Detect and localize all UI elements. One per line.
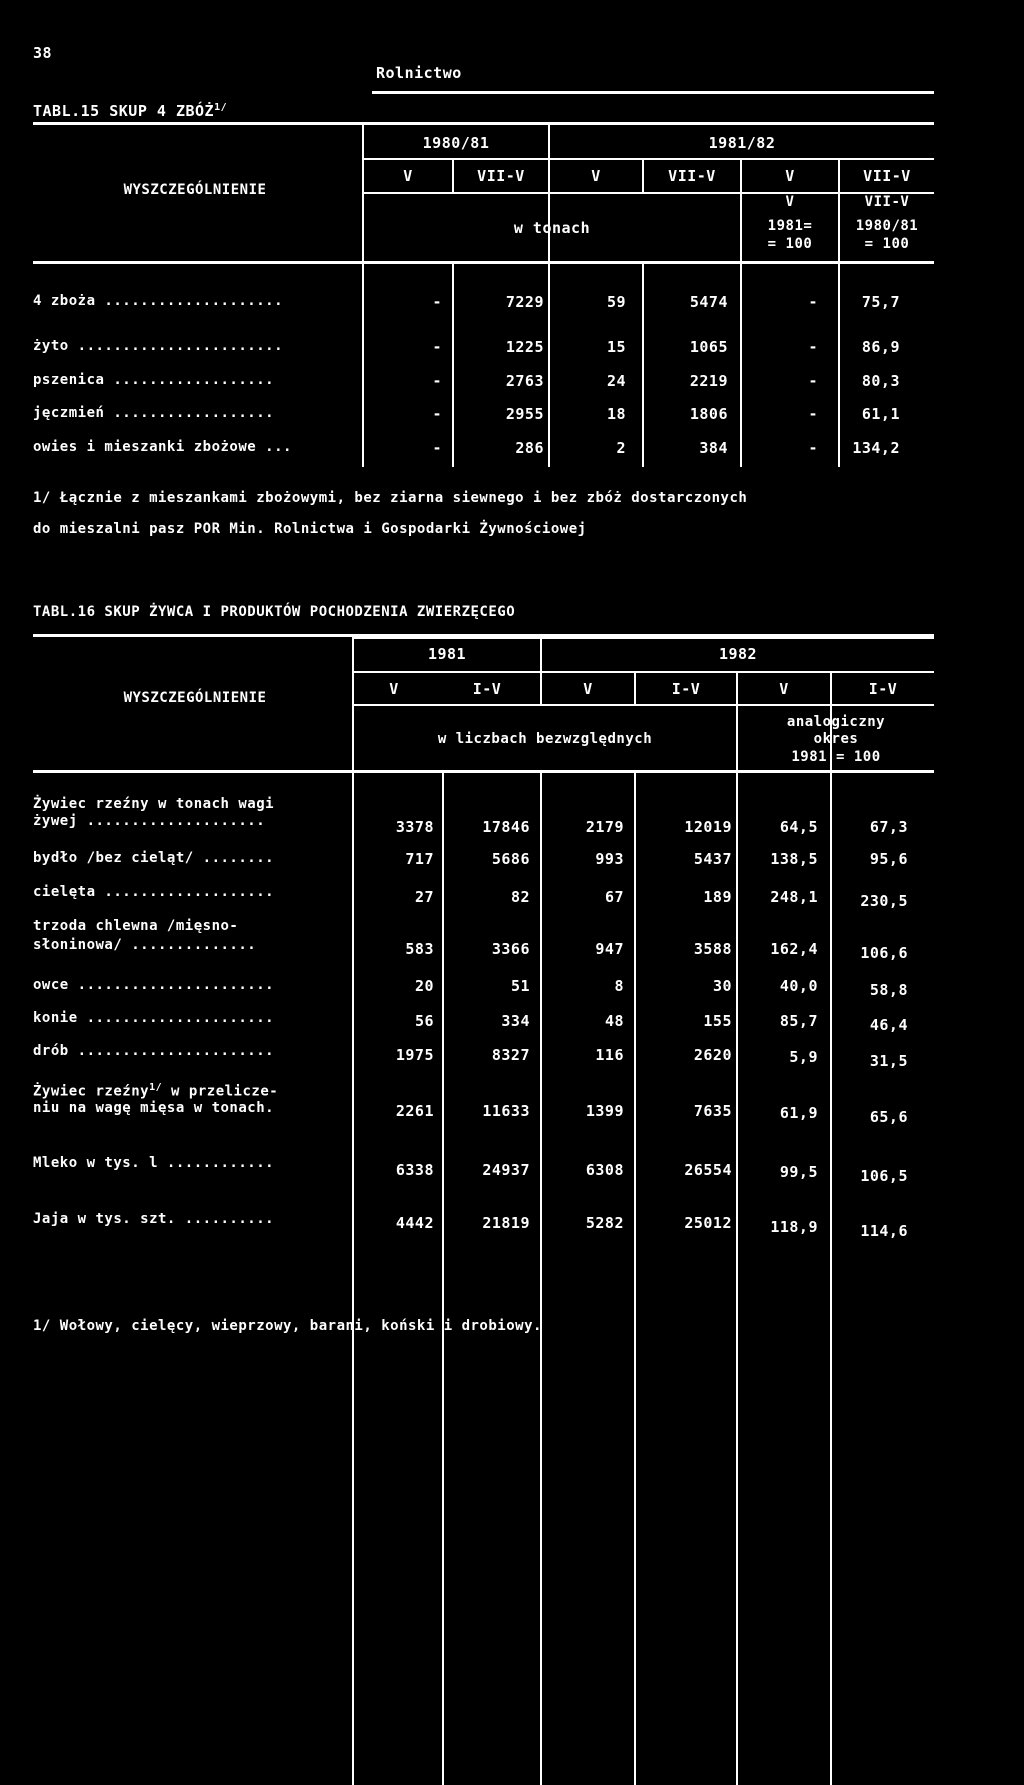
t15-stub-header: WYSZCZEGÓLNIENIE [123,182,267,198]
t16-row-label: drób ...................... [33,1043,275,1059]
t15-sub-header-3: V [591,167,601,185]
t15-cell: - [808,405,818,423]
t15-cell: - [808,338,818,356]
t16-cell: 64,5 [779,818,818,836]
t15-footnote-line-1: 1/ Łącznie z mieszankami zbożowymi, bez ziarna siewnego i bez zbóż dostarczonych [33,490,748,506]
t15-cell: - [808,293,818,311]
t15-sub-header-6: VII-V [863,167,911,185]
t16-cell: 118,9 [770,1218,818,1236]
t16-sub-header-5: V [779,680,789,698]
t16-header-bottom-rule [33,770,934,773]
t16-cell: 56 [414,1012,434,1030]
t15-year-rule [362,158,934,160]
t16-cell: 162,4 [770,940,818,958]
t16-footnote-ref: 1/ [149,1082,163,1093]
t16-sub-header-4: I-V [671,680,701,698]
t15-title [33,102,227,120]
t16-cell: 58,8 [869,981,908,999]
t15-top-rule [372,91,934,94]
t16-cell: 189 [703,888,732,906]
t16-cell: 6338 [395,1161,434,1179]
page-number: 38 [33,44,53,62]
t16-cell: 2179 [585,818,624,836]
t16-cell: 2620 [693,1046,732,1064]
t15-title-footnote-ref: 1/ [214,102,228,113]
t16-row-label: Mleko w tys. l ............ [33,1155,275,1171]
t16-row-label: cielęta ................... [33,884,275,900]
t16-cell: 85,7 [779,1012,818,1030]
t16-cell: 138,5 [770,850,818,868]
t15-row-label: żyto ....................... [33,338,284,354]
t16-cell: 248,1 [770,888,818,906]
t16-row-label: Jaja w tys. szt. .......... [33,1211,275,1227]
t16-cell: 6308 [585,1161,624,1179]
t15-index2-line3: = 100 [864,236,910,252]
t16-cell: 17846 [482,818,530,836]
t16-body-div-2 [540,772,542,1785]
t16-cell: 3378 [395,818,434,836]
t16-sub-header-6: I-V [868,680,898,698]
t16-index-line2: okres [813,731,859,747]
t16-cell: 106,6 [860,944,908,962]
t16-row-label-2: niu na wagę mięsa w tonach. [33,1100,275,1116]
t16-index-line1: analogiczny [786,714,886,730]
t15-cell: 1065 [689,338,728,356]
t15-cell: 2763 [505,372,544,390]
t15-index2-line1: VII-V [864,194,910,210]
t15-cell: 75,7 [861,293,900,311]
t16-cell: 27 [414,888,434,906]
t16-sub-header-2: I-V [472,680,502,698]
t16-body-div-3 [634,772,636,1785]
t16-year-2: 1982 [718,645,758,663]
t16-year-rule [352,671,934,673]
t15-cell: 1225 [505,338,544,356]
t16-cell: 230,5 [860,892,908,910]
running-head: Rolnictwo [376,64,462,82]
t16-cell: 5,9 [789,1048,818,1066]
t16-index-line3: 1981 = 100 [791,749,881,765]
t15-cell: 80,3 [861,372,900,390]
t16-cell: 99,5 [779,1163,818,1181]
t16-row-label: Żywiec rzeźny w tonach wagi [33,796,275,812]
t15-cell: 5474 [689,293,728,311]
t16-body-div-1 [442,772,444,1785]
t16-cell: 334 [501,1012,530,1030]
t16-cell: 11633 [482,1102,530,1120]
t15-cell: - [432,439,442,457]
t16-cell: 31,5 [869,1052,908,1070]
t15-sub-header-5: V [785,167,795,185]
t15-cell: 2 [616,439,626,457]
t15-index1-line2: 1981= [767,218,813,234]
t15-cell: - [432,372,442,390]
t16-cell: 1975 [395,1046,434,1064]
t16-cell: 5686 [491,850,530,868]
t15-cell: 24 [606,372,626,390]
t16-cell: 4442 [395,1214,434,1232]
t15-row-label: pszenica .................. [33,372,275,388]
t16-row-label: trzoda chlewna /mięsno- [33,918,239,934]
t16-cell: 95,6 [869,850,908,868]
t16-cell: 30 [712,977,732,995]
t16-row-label-2: żywej .................... [33,813,266,829]
t16-cell: 7635 [693,1102,732,1120]
t15-cell: - [432,405,442,423]
t15-cell: 61,1 [861,405,900,423]
t15-index1-line3: = 100 [767,236,813,252]
t16-unit-label: w liczbach bezwzględnych [437,731,653,747]
t15-cell: - [808,372,818,390]
t15-cell: 7229 [505,293,544,311]
t16-cell: 65,6 [869,1108,908,1126]
t16-cell: 67 [604,888,624,906]
t16-cell: 48 [604,1012,624,1030]
t15-row-label: 4 zboża .................... [33,293,284,309]
t16-cell: 51 [510,977,530,995]
t15-cell: 2955 [505,405,544,423]
t16-cell: 5437 [693,850,732,868]
t16-cell: 583 [405,940,434,958]
t15-title-text: TABL.15 SKUP 4 ZBÓŻ [33,102,215,120]
t16-sub-rule [352,704,934,706]
t16-cell: 25012 [684,1214,732,1232]
t15-cell: 15 [606,338,626,356]
t16-cell: 40,0 [779,977,818,995]
t16-cell: 1399 [585,1102,624,1120]
t15-footnote-line-2: do mieszalni pasz POR Min. Rolnictwa i Gospodarki Żywnościowej [33,521,587,537]
t16-cell: 947 [595,940,624,958]
t16-cell: 20 [414,977,434,995]
t15-title-rule [33,122,934,125]
t16-title: TABL.16 SKUP ŻYWCA I PRODUKTÓW POCHODZENIA ZWIERZĘCEGO [33,604,516,620]
t16-row-label: bydło /bez cieląt/ ........ [33,850,275,866]
t16-row-label: owce ...................... [33,977,275,993]
t15-sub-header-4: VII-V [668,167,716,185]
t15-index2-line2: 1980/81 [855,218,919,234]
t16-cell: 8 [614,977,624,995]
t15-cell: 286 [515,439,544,457]
t16-footnote: 1/ Wołowy, cielęcy, wieprzowy, barani, koński i drobiowy. [33,1318,542,1334]
t15-cell: 2219 [689,372,728,390]
t15-cell: 1806 [689,405,728,423]
t16-sub-header-3: V [583,680,593,698]
t16-cell: 106,5 [860,1167,908,1185]
t16-cell: 12019 [684,818,732,836]
t16-cell: 24937 [482,1161,530,1179]
t15-cell: - [432,338,442,356]
t16-cell: 3366 [491,940,530,958]
t16-cell: 26554 [684,1161,732,1179]
t16-cell: 155 [703,1012,732,1030]
t16-cell: 8327 [491,1046,530,1064]
t15-row-label: owies i mieszanki zbożowe ... [33,439,292,455]
t15-cell: 86,9 [861,338,900,356]
t16-cell: 61,9 [779,1104,818,1122]
t15-year-2: 1981/82 [708,134,776,152]
t16-cell: 2261 [395,1102,434,1120]
t15-cell: - [808,439,818,457]
t16-row-label-text: Żywiec rzeźny [33,1083,150,1100]
t16-stub-header: WYSZCZEGÓLNIENIE [123,690,267,706]
t16-cell: 993 [595,850,624,868]
t16-cell: 67,3 [869,818,908,836]
t16-top-rule [352,636,934,639]
t15-cell: 59 [606,293,626,311]
t15-header-bottom-rule [33,261,934,264]
t15-cell: 134,2 [852,439,900,457]
t15-row-label: jęczmień .................. [33,405,275,421]
t16-cell: 3588 [693,940,732,958]
t16-row-label [33,1082,278,1100]
t16-cell: 717 [405,850,434,868]
t16-cell: 21819 [482,1214,530,1232]
t16-row-label-2: słoninowa/ .............. [33,937,257,953]
t16-cell: 46,4 [869,1016,908,1034]
t15-year-1: 1980/81 [422,134,490,152]
t16-row-label: konie ..................... [33,1010,275,1026]
t16-cell: 5282 [585,1214,624,1232]
t15-cell: - [432,293,442,311]
t16-cell: 82 [510,888,530,906]
t16-cell: 116 [595,1046,624,1064]
t16-year-1: 1981 [427,645,467,663]
t15-cell: 18 [606,405,626,423]
t15-index1-line1: V [785,194,795,210]
t16-row-label-tail: w przelicze- [162,1083,279,1100]
t16-cell: 114,6 [860,1222,908,1240]
t15-cell: 384 [699,439,728,457]
t16-stub-divider [352,638,354,1785]
t15-unit-label: w tonach [513,219,591,237]
t15-sub-header-2: VII-V [477,167,525,185]
t16-sub-header-1: V [389,680,399,698]
t15-sub-header-1: V [403,167,413,185]
